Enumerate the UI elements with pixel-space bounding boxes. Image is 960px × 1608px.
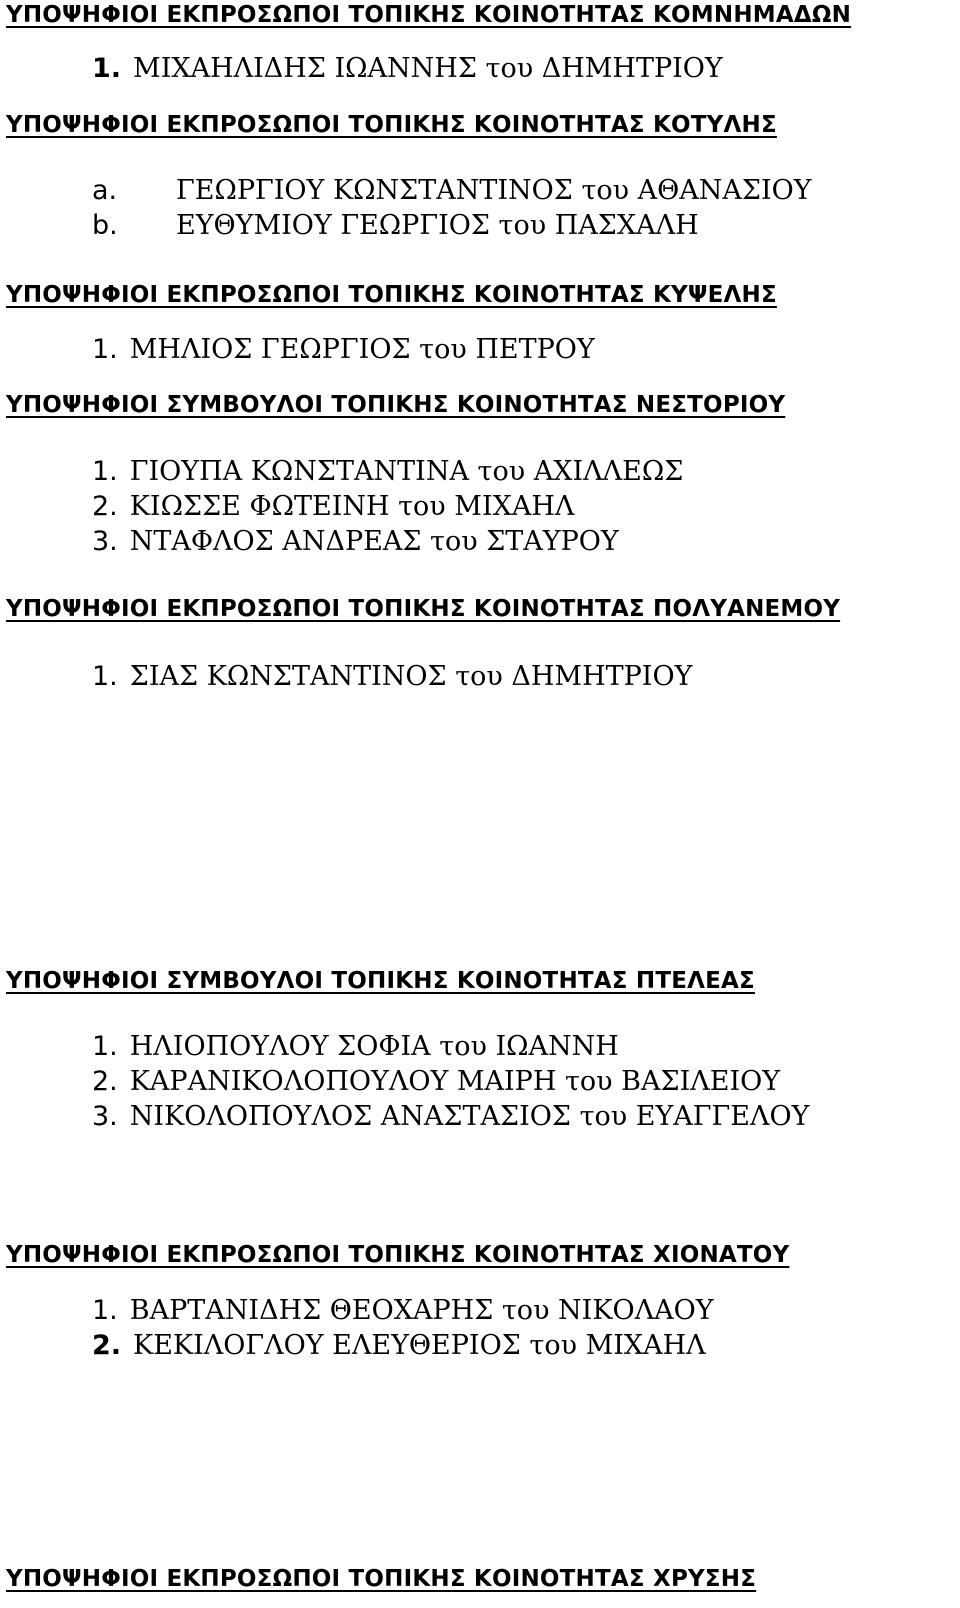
list-marker: b. — [92, 210, 118, 241]
list-item — [92, 490, 574, 524]
list-marker: 1. — [92, 334, 118, 365]
candidate-name: ΜΙΧΑΗΛΙΔΗΣ ΙΩΑΝΝΗΣ του ΔΗΜΗΤΡΙΟΥ — [133, 53, 723, 84]
section-heading-chrysis: ΥΠΟΨΗΦΙΟΙ ΕΚΠΡΟΣΩΠΟΙ ΤΟΠΙΚΗΣ ΚΟΙΝΟΤΗΤΑΣ ΧΡΥΣΗΣ — [6, 1566, 757, 1592]
section-heading-nestoriou: ΥΠΟΨΗΦΙΟΙ ΣΥΜΒΟΥΛΟΙ ΤΟΠΙΚΗΣ ΚΟΙΝΟΤΗΤΑΣ ΝΕΣΤΟΡΙΟΥ — [6, 392, 786, 418]
list-marker: 1. — [92, 456, 118, 487]
list-marker: 2. — [92, 1330, 122, 1361]
list-item — [92, 525, 619, 559]
candidate-name: ΣΙΑΣ ΚΩΝΣΤΑΝΤΙΝΟΣ του ΔΗΜΗΤΡΙΟΥ — [129, 661, 693, 692]
candidate-name: ΚΑΡΑΝΙΚΟΛΟΠΟΥΛΟΥ ΜΑΙΡΗ του ΒΑΣΙΛΕΙΟΥ — [129, 1066, 781, 1097]
candidate-name: ΝΙΚΟΛΟΠΟΥΛΟΣ ΑΝΑΣΤΑΣΙΟΣ του ΕΥΑΓΓΕΛΟΥ — [129, 1101, 810, 1132]
list-item — [92, 1100, 809, 1134]
list-item — [92, 174, 812, 208]
list-item — [92, 333, 595, 367]
list-marker: 3. — [92, 1101, 118, 1132]
candidate-name: ΓΙΟΥΠΑ ΚΩΝΣΤΑΝΤΙΝΑ του ΑΧΙΛΛΕΩΣ — [129, 456, 684, 487]
list-item — [92, 1030, 619, 1064]
list-item — [92, 660, 692, 694]
list-item — [92, 455, 683, 489]
list-marker: 3. — [92, 526, 118, 557]
list-marker: 2. — [92, 491, 118, 522]
candidate-name: ΗΛΙΟΠΟΥΛΟΥ ΣΟΦΙΑ του ΙΩΑΝΝΗ — [129, 1031, 619, 1062]
candidate-name: ΓΕΩΡΓΙΟΥ ΚΩΝΣΤΑΝΤΙΝΟΣ του ΑΘΑΝΑΣΙΟΥ — [176, 175, 812, 206]
candidate-name: ΝΤΑΦΛΟΣ ΑΝΔΡΕΑΣ του ΣΤΑΥΡΟΥ — [129, 526, 619, 557]
candidate-name: ΜΗΛΙΟΣ ΓΕΩΡΓΙΟΣ του ΠΕΤΡΟΥ — [129, 334, 595, 365]
candidate-name: ΚΙΩΣΣΕ ΦΩΤΕΙΝΗ του ΜΙΧΑΗΛ — [129, 491, 575, 522]
list-item — [92, 1065, 780, 1099]
section-heading-pteleas: ΥΠΟΨΗΦΙΟΙ ΣΥΜΒΟΥΛΟΙ ΤΟΠΙΚΗΣ ΚΟΙΝΟΤΗΤΑΣ ΠΤΕΛΕΑΣ — [6, 968, 755, 994]
candidate-name: ΕΥΘΥΜΙΟΥ ΓΕΩΡΓΙΟΣ του ΠΑΣΧΑΛΗ — [176, 210, 699, 241]
list-item — [92, 1294, 714, 1328]
list-marker: 1. — [92, 1295, 118, 1326]
candidate-name: ΒΑΡΤΑΝΙΔΗΣ ΘΕΟΧΑΡΗΣ του ΝΙΚΟΛΑΟΥ — [129, 1295, 714, 1326]
section-heading-polyanemou: ΥΠΟΨΗΦΙΟΙ ΕΚΠΡΟΣΩΠΟΙ ΤΟΠΙΚΗΣ ΚΟΙΝΟΤΗΤΑΣ ΠΟΛΥΑΝΕΜΟΥ — [6, 596, 841, 622]
section-heading-chionatou: ΥΠΟΨΗΦΙΟΙ ΕΚΠΡΟΣΩΠΟΙ ΤΟΠΙΚΗΣ ΚΟΙΝΟΤΗΤΑΣ ΧΙΟΝΑΤΟΥ — [6, 1242, 790, 1268]
list-marker: 1. — [92, 1031, 118, 1062]
list-marker: 1. — [92, 53, 122, 84]
list-marker: 2. — [92, 1066, 118, 1097]
list-item — [92, 1329, 706, 1363]
section-heading-kypselis: ΥΠΟΨΗΦΙΟΙ ΕΚΠΡΟΣΩΠΟΙ ΤΟΠΙΚΗΣ ΚΟΙΝΟΤΗΤΑΣ ΚΥΨΕΛΗΣ — [6, 282, 777, 308]
list-item — [92, 209, 699, 243]
list-marker: 1. — [92, 661, 118, 692]
list-item — [92, 52, 723, 86]
list-marker: a. — [92, 175, 118, 206]
section-heading-kotylis: ΥΠΟΨΗΦΙΟΙ ΕΚΠΡΟΣΩΠΟΙ ΤΟΠΙΚΗΣ ΚΟΙΝΟΤΗΤΑΣ ΚΟΤΥΛΗΣ — [6, 112, 777, 138]
candidate-name: ΚΕΚΙΛΟΓΛΟΥ ΕΛΕΥΘΕΡΙΟΣ του ΜΙΧΑΗΛ — [133, 1330, 706, 1361]
section-heading-komnimadon: ΥΠΟΨΗΦΙΟΙ ΕΚΠΡΟΣΩΠΟΙ ΤΟΠΙΚΗΣ ΚΟΙΝΟΤΗΤΑΣ ΚΟΜΝΗΜΑΔΩΝ — [6, 2, 852, 28]
